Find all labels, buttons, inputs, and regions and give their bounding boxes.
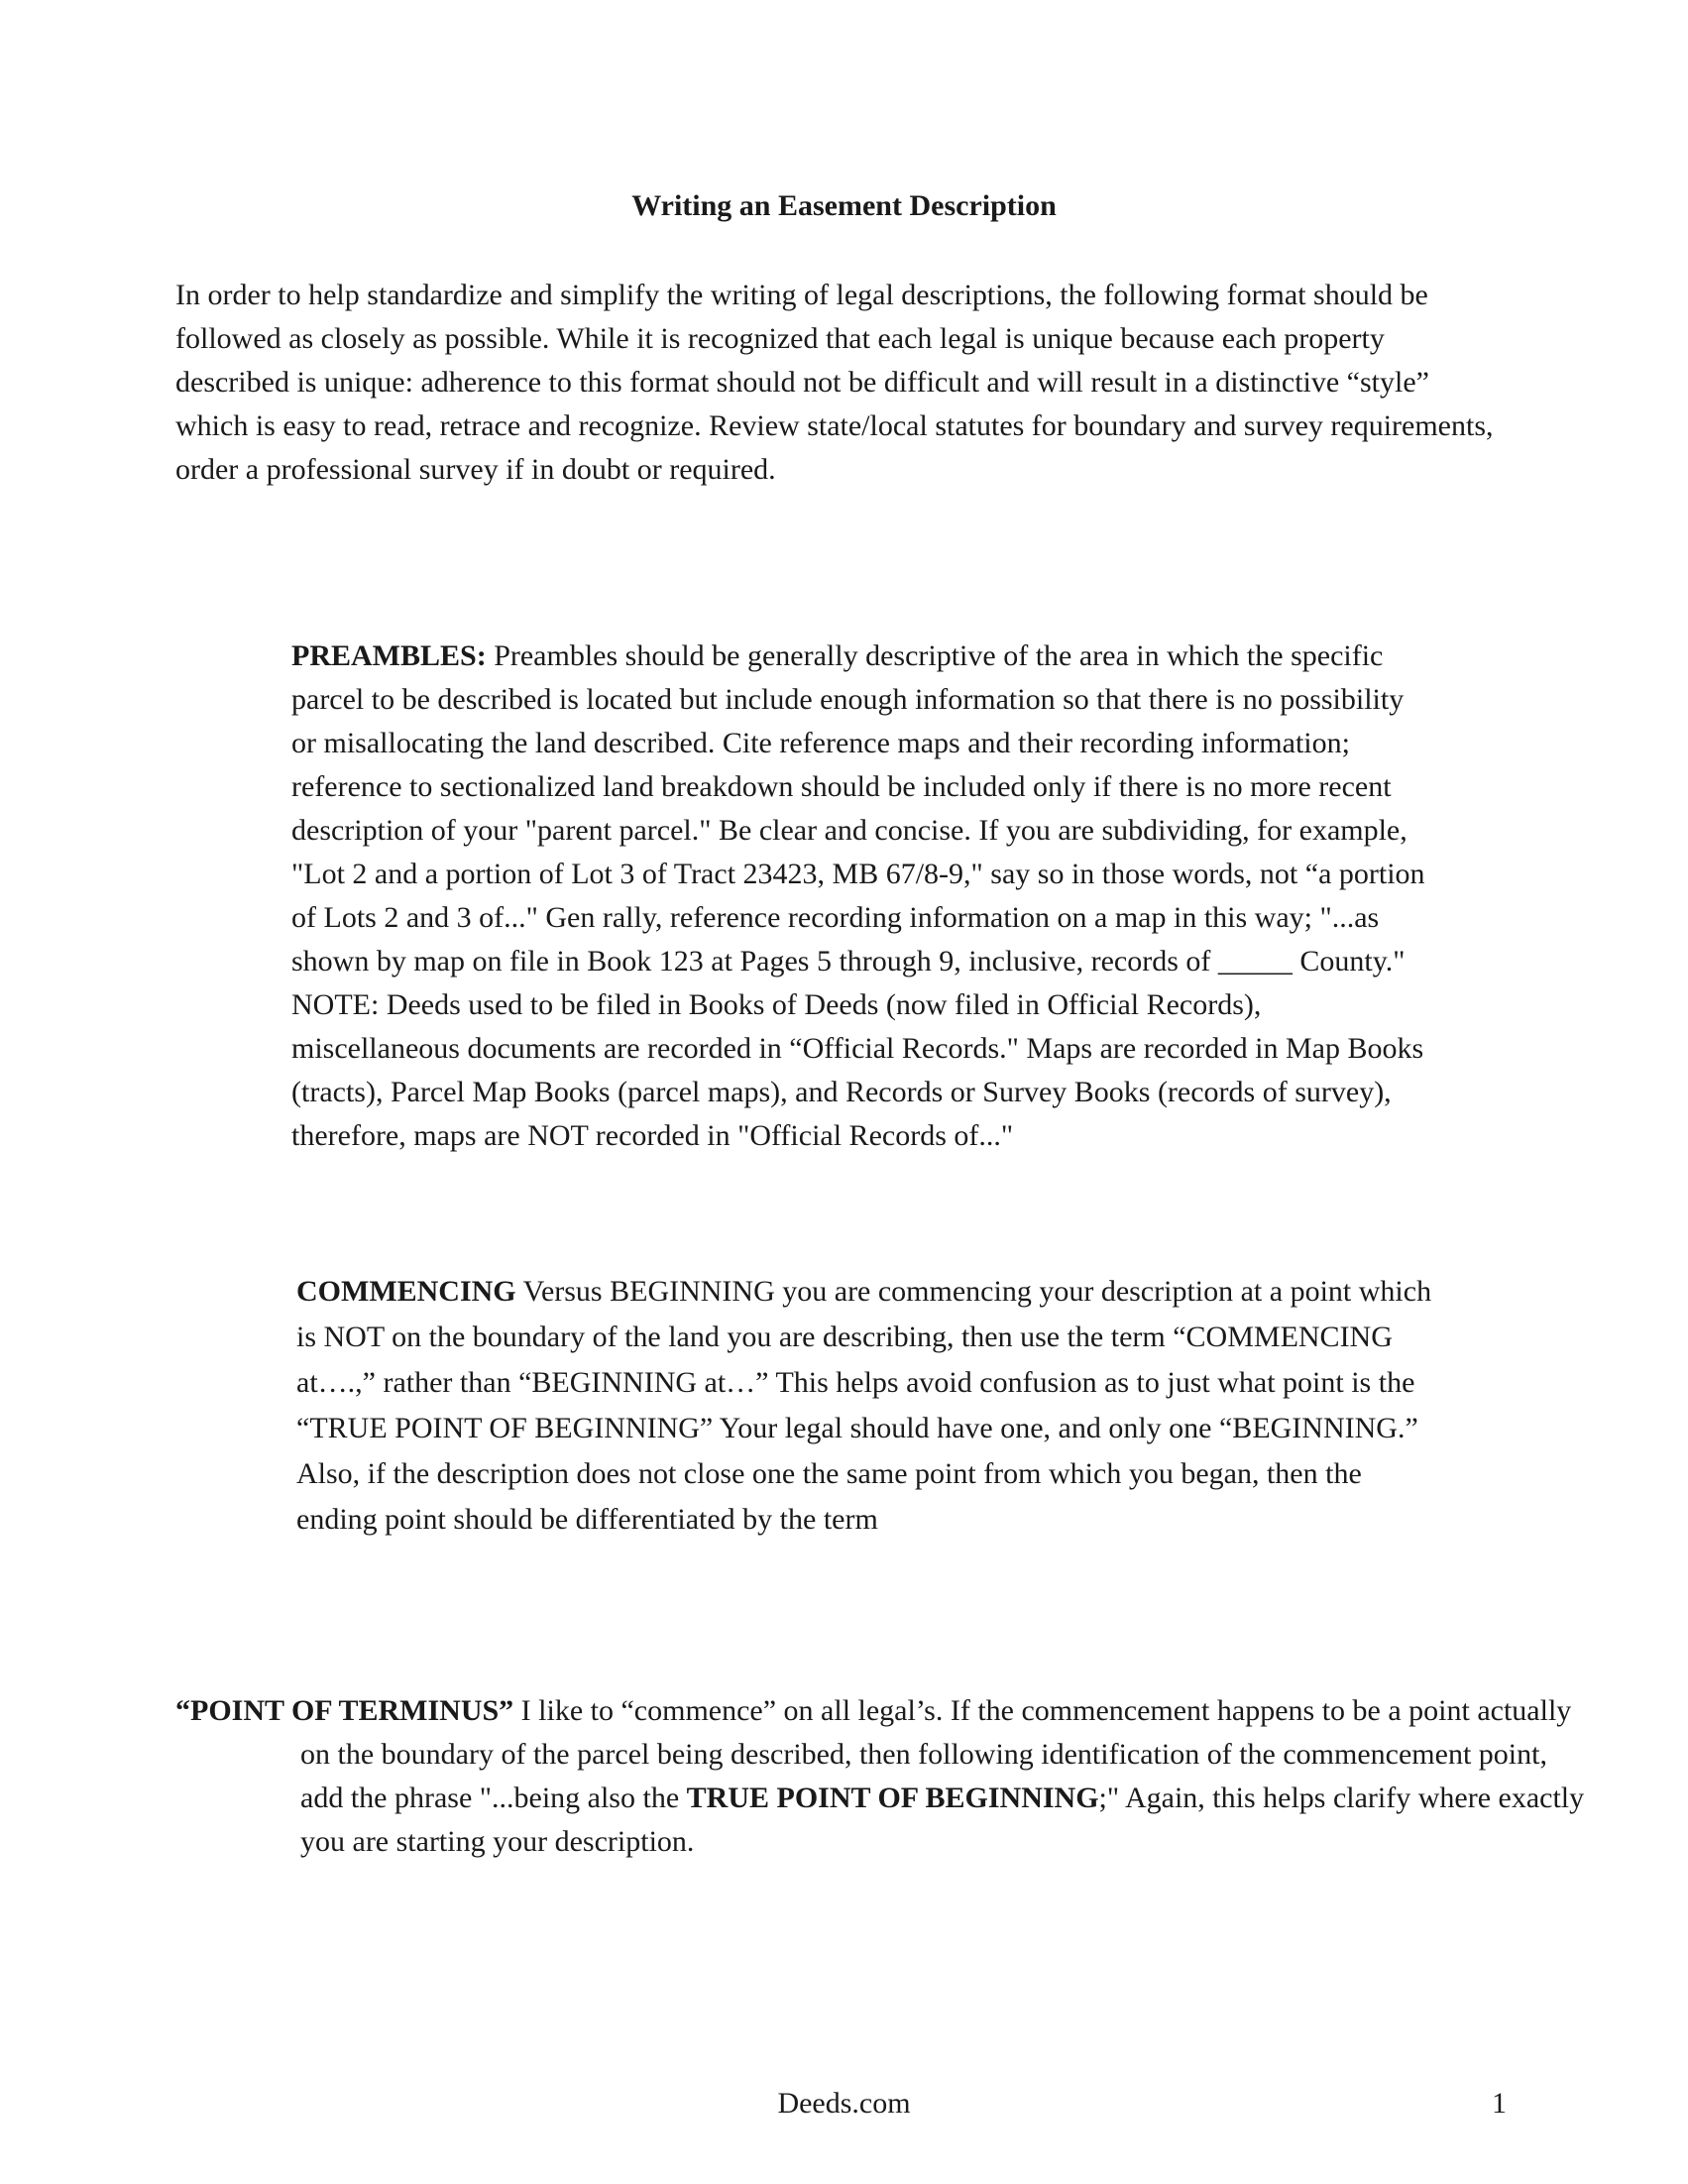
terminus-bold-phrase: TRUE POINT OF BEGINNING	[686, 1782, 1099, 1814]
commencing-section	[296, 1269, 1436, 1543]
commencing-heading: COMMENCING	[296, 1275, 516, 1308]
preambles-heading: PREAMBLES:	[291, 639, 487, 672]
document-title: Writing an Easement Description	[631, 189, 1057, 222]
preambles-text: Preambles should be generally descriptive of the area in which the specific parcel to be described is located but include enough information so that there is no possibility or misallocating the land described. Cite reference maps and their recording information; reference to sectionalized land breakdown should be included only if there is no more recent description of your "parent parcel." Be clear and concise. If you are subdividing, for example, "Lot 2 and a portion of Lot 3 of Tract 23423, MB 67/8-9," say so in those words, not “a portion of Lots 2 and 3 of..." Gen rally, reference recording information on a map in this way; "...as shown by map on file in Book 123 at Pages 5 through 9, inclusive, records of _____ County." NOTE: Deeds used to be filed in Books of Deeds (now filed in Official Records), miscellaneous documents are recorded in “Official Records." Maps are recorded in Map Books (tracts), Parcel Map Books (parcel maps), and Records or Survey Books (records of survey), therefore, maps are NOT recorded in "Official Records of..."	[291, 639, 1425, 1152]
terminus-section	[175, 1689, 1589, 1864]
commencing-text: Versus BEGINNING you are commencing your description at a point which is NOT on the boundary of the land you are describing, then use the term “COMMENCING at….,” rather than “BEGINNING at…” This helps avoid confusion as to just what point is the “TRUE POINT OF BEGINNING” Your legal should have one, and only one “BEGINNING.” Also, if the description does not close one the same point from which you began, then the ending point should be differentiated by the term	[296, 1275, 1432, 1536]
terminus-text-after: ;" Again, this helps clarify where exactly you are starting your description.	[300, 1782, 1585, 1858]
preambles-section	[291, 634, 1431, 1158]
footer-page-number: 1	[1492, 2087, 1507, 2120]
footer-site-name: Deeds.com	[777, 2087, 911, 2120]
terminus-text-before: I like to “commence” on all legal’s. If the commencement happens to be a point actually on the boundary of the parcel being described, then following identification of the commencement point, add the phrase "...being also the	[300, 1694, 1572, 1814]
intro-paragraph: In order to help standardize and simplify the writing of legal descriptions, the following format should be followed as closely as possible. While it is recognized that each legal is unique because each property described is unique: adherence to this format should not be difficult and will result in a distinctive “style” which is easy to read, retrace and recognize. Review state/local statutes for boundary and survey requirements, order a professional survey if in doubt or required.	[175, 279, 1494, 486]
terminus-heading: “POINT OF TERMINUS”	[175, 1694, 514, 1727]
